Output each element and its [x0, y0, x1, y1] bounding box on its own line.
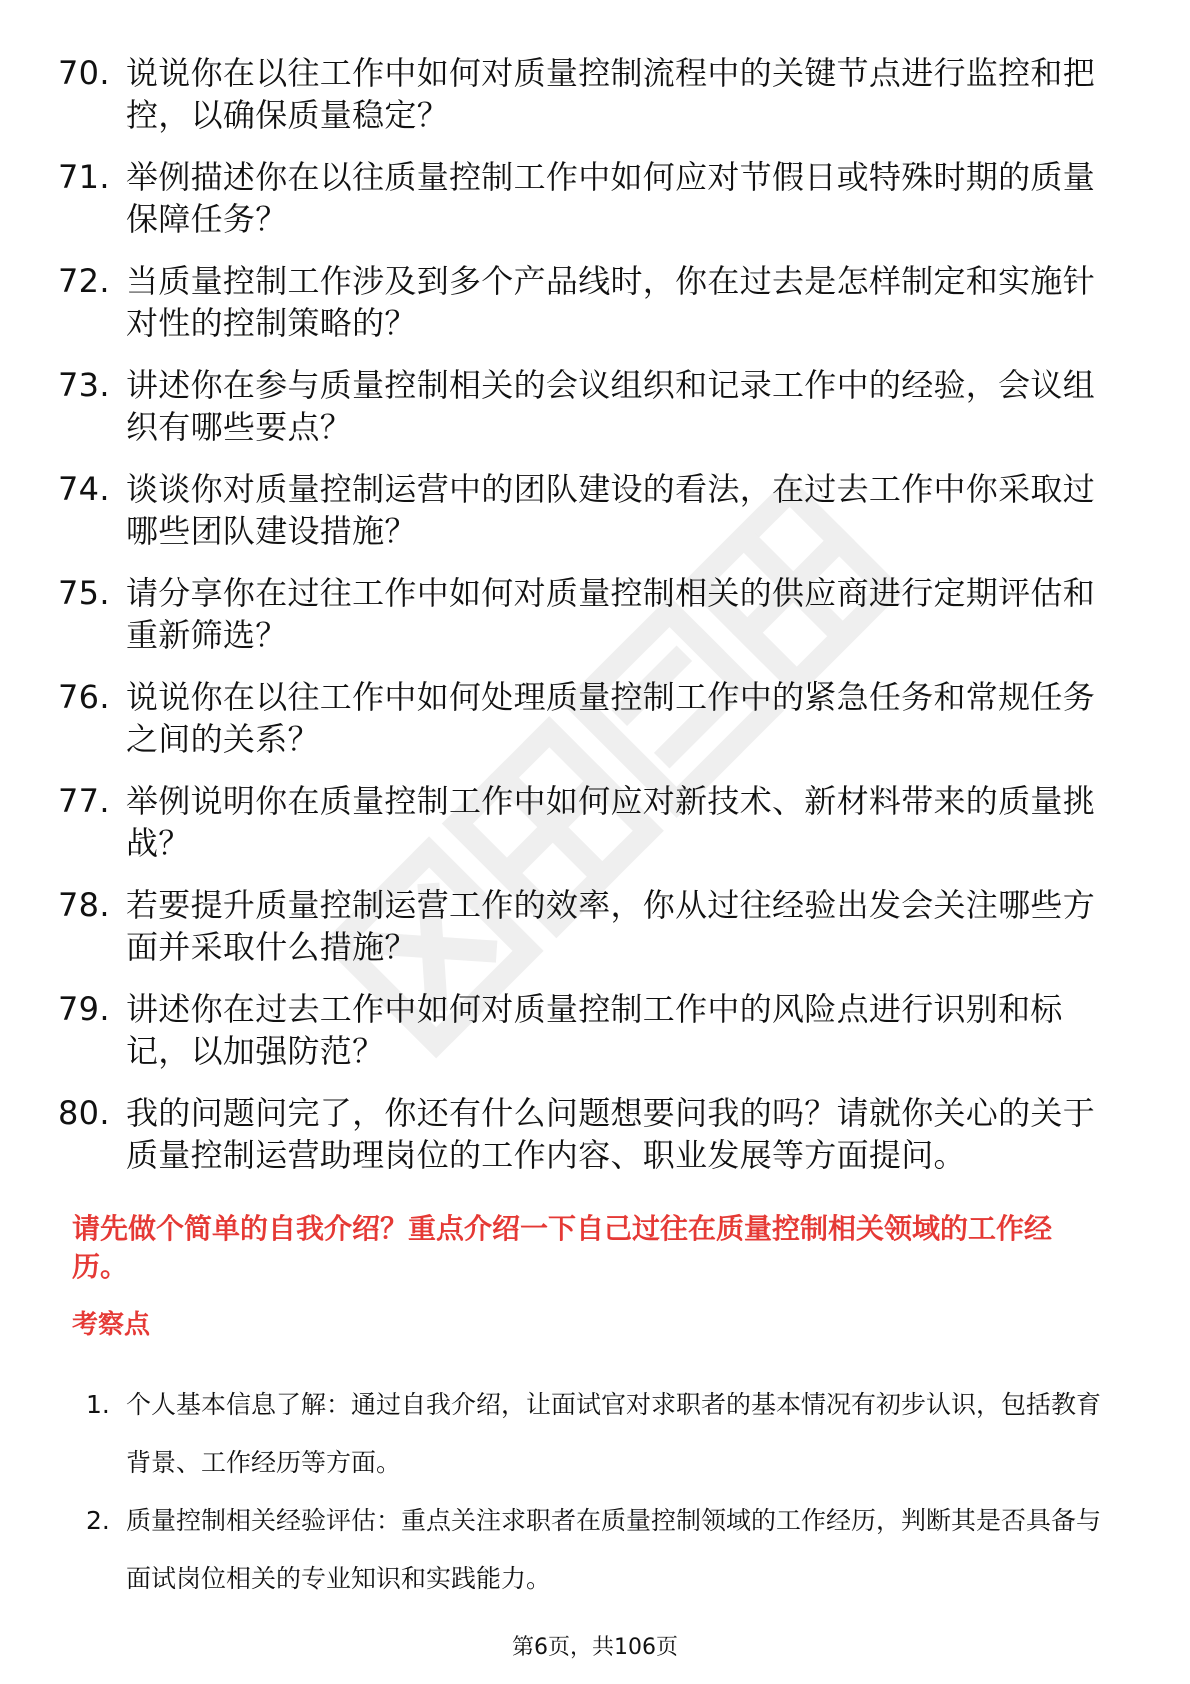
question-item [58, 260, 1118, 344]
assessment-point [86, 1492, 1116, 1608]
question-text: 谈谈你对质量控制运营中的团队建设的看法，在过去工作中你采取过哪些团队建设措施？ [126, 470, 1096, 550]
point-text: 质量控制相关经验评估：重点关注求职者在质量控制领域的工作经历，判断其是否具备与面试岗位相关的专业知识和实践能力。 [126, 1506, 1102, 1593]
question-item [58, 364, 1118, 448]
question-item [58, 884, 1118, 968]
question-item [58, 780, 1118, 864]
question-number: 79. [58, 990, 110, 1028]
question-number: 75. [58, 574, 110, 612]
page-number-label: 第6页，共106页 [512, 1635, 678, 1660]
page-footer [0, 1630, 1190, 1661]
question-number: 80. [58, 1094, 110, 1132]
point-text: 个人基本信息了解：通过自我介绍，让面试官对求职者的基本情况有初步认识，包括教育背景、工作经历等方面。 [126, 1390, 1102, 1477]
question-item [58, 988, 1118, 1072]
question-number: 70. [58, 54, 110, 92]
question-text: 请分享你在过往工作中如何对质量控制相关的供应商进行定期评估和重新筛选？ [126, 574, 1096, 654]
question-text: 说说你在以往工作中如何对质量控制流程中的关键节点进行监控和把控，以确保质量稳定？ [126, 54, 1096, 134]
question-number: 71. [58, 158, 110, 196]
question-text: 若要提升质量控制运营工作的效率，你从过往经验出发会关注哪些方面并采取什么措施？ [126, 886, 1096, 966]
question-number: 77. [58, 782, 110, 820]
question-text: 当质量控制工作涉及到多个产品线时，你在过去是怎样制定和实施针对性的控制策略的？ [126, 262, 1096, 342]
assessment-point [86, 1376, 1116, 1492]
question-text: 举例描述你在以往质量控制工作中如何应对节假日或特殊时期的质量保障任务？ [126, 158, 1096, 238]
question-item [58, 572, 1118, 656]
assessment-points-list [86, 1376, 1116, 1608]
question-text: 举例说明你在质量控制工作中如何应对新技术、新材料带来的质量挑战？ [126, 782, 1096, 862]
question-number: 78. [58, 886, 110, 924]
intro-question-title: 请先做个简单的自我介绍？重点介绍一下自己过往在质量控制相关领域的工作经历。 [72, 1212, 1053, 1283]
question-number: 74. [58, 470, 110, 508]
question-list [58, 52, 1118, 1196]
question-text: 讲述你在过去工作中如何对质量控制工作中的风险点进行识别和标记，以加强防范？ [126, 990, 1063, 1070]
point-number: 2. [86, 1506, 110, 1535]
question-text: 讲述你在参与质量控制相关的会议组织和记录工作中的经验，会议组织有哪些要点？ [126, 366, 1096, 446]
question-number: 76. [58, 678, 110, 716]
point-number: 1. [86, 1390, 110, 1419]
question-item [58, 468, 1118, 552]
question-text: 我的问题问完了，你还有什么问题想要问我的吗？请就你关心的关于质量控制运营助理岗位的工作内容、职业发展等方面提问。 [126, 1094, 1096, 1174]
question-number: 72. [58, 262, 110, 300]
question-item [58, 52, 1118, 136]
question-number: 73. [58, 366, 110, 404]
question-item [58, 676, 1118, 760]
assessment-points-heading: 考察点 [72, 1310, 151, 1340]
question-item [58, 1092, 1118, 1176]
question-item [58, 156, 1118, 240]
question-text: 说说你在以往工作中如何处理质量控制工作中的紧急任务和常规任务之间的关系？ [126, 678, 1096, 758]
